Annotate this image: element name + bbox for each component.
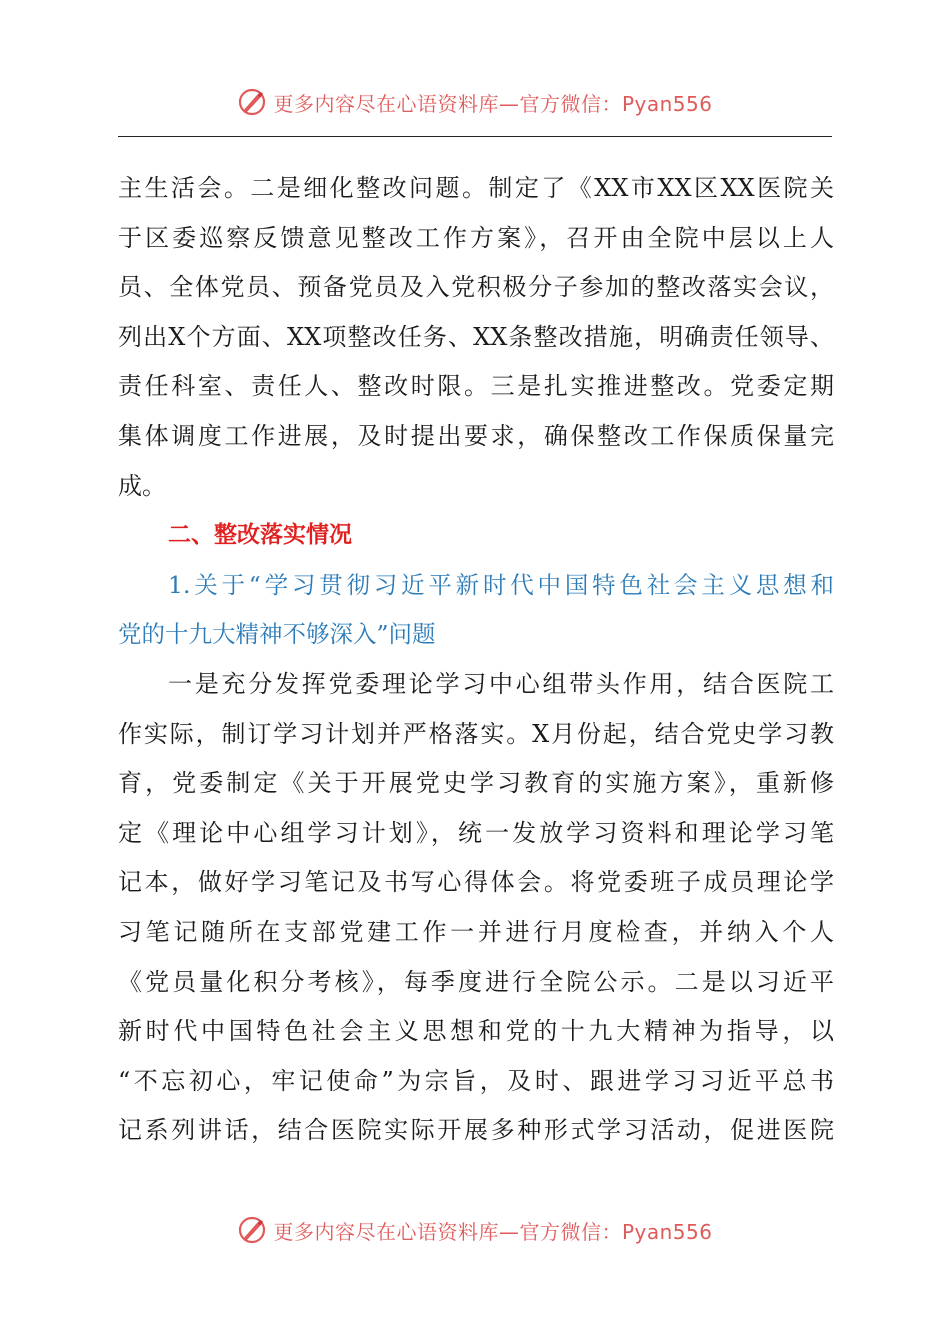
paragraph-line: 记本，做好学习笔记及书写心得体会。将党委班子成员理论学	[118, 868, 834, 897]
paragraph-line: 于区委巡察反馈意见整改工作方案》，召开由全院中层以上人	[118, 223, 834, 252]
paragraph-line: 一是充分发挥党委理论学习中心组带头作用，结合医院工	[168, 669, 834, 698]
paragraph-line: 责任科室、责任人、整改时限。三是扎实推进整改。党委定期	[118, 372, 834, 401]
subheading-line: 党的十九大精神不够深入”问题	[118, 620, 436, 649]
section-heading: 二、整改落实情况	[168, 522, 352, 549]
paragraph-line: 作实际，制订学习计划并严格落实。X月份起，结合党史学习教	[118, 719, 834, 748]
paragraph-line: 新时代中国特色社会主义思想和党的十九大精神为指导，以	[118, 1017, 834, 1046]
pen-logo-icon	[237, 87, 267, 117]
watermark-text: 更多内容尽在心语资料库—官方微信：Pyan556	[273, 1219, 713, 1244]
paragraph-line: 《党员量化积分考核》，每季度进行全院公示。二是以习近平	[118, 967, 834, 996]
paragraph-line: 习笔记随所在支部党建工作一并进行月度检查，并纳入个人	[118, 917, 834, 946]
paragraph-line: 主生活会。二是细化整改问题。制定了《XX市XX区XX医院关	[118, 174, 834, 202]
paragraph-line: 列出X个方面、XX项整改任务、XX条整改措施，明确责任领导、	[118, 322, 834, 351]
paragraph-line: 记系列讲话，结合医院实际开展多种形式学习活动，促进医院	[118, 1116, 834, 1145]
header-divider	[118, 136, 832, 137]
paragraph-line: 成。	[118, 471, 166, 500]
paragraph-line: 育，党委制定《关于开展党史学习教育的实施方案》，重新修	[118, 769, 834, 798]
paragraph-line: 集体调度工作进展，及时提出要求，确保整改工作保质保量完	[118, 421, 834, 450]
footer-watermark	[0, 1210, 950, 1250]
paragraph-line: 定《理论中心组学习计划》，统一发放学习资料和理论学习笔	[118, 818, 834, 847]
header-watermark	[0, 82, 950, 122]
subheading-line: 1.关于“学习贯彻习近平新时代中国特色社会主义思想和	[168, 570, 834, 599]
document-body	[118, 164, 834, 1156]
pen-logo-icon	[237, 1215, 267, 1245]
paragraph-line: “不忘初心，牢记使命”为宗旨，及时、跟进学习习近平总书	[118, 1066, 834, 1095]
paragraph-line: 员、全体党员、预备党员及入党积极分子参加的整改落实会议，	[118, 273, 834, 302]
watermark-text: 更多内容尽在心语资料库—官方微信：Pyan556	[273, 91, 713, 116]
